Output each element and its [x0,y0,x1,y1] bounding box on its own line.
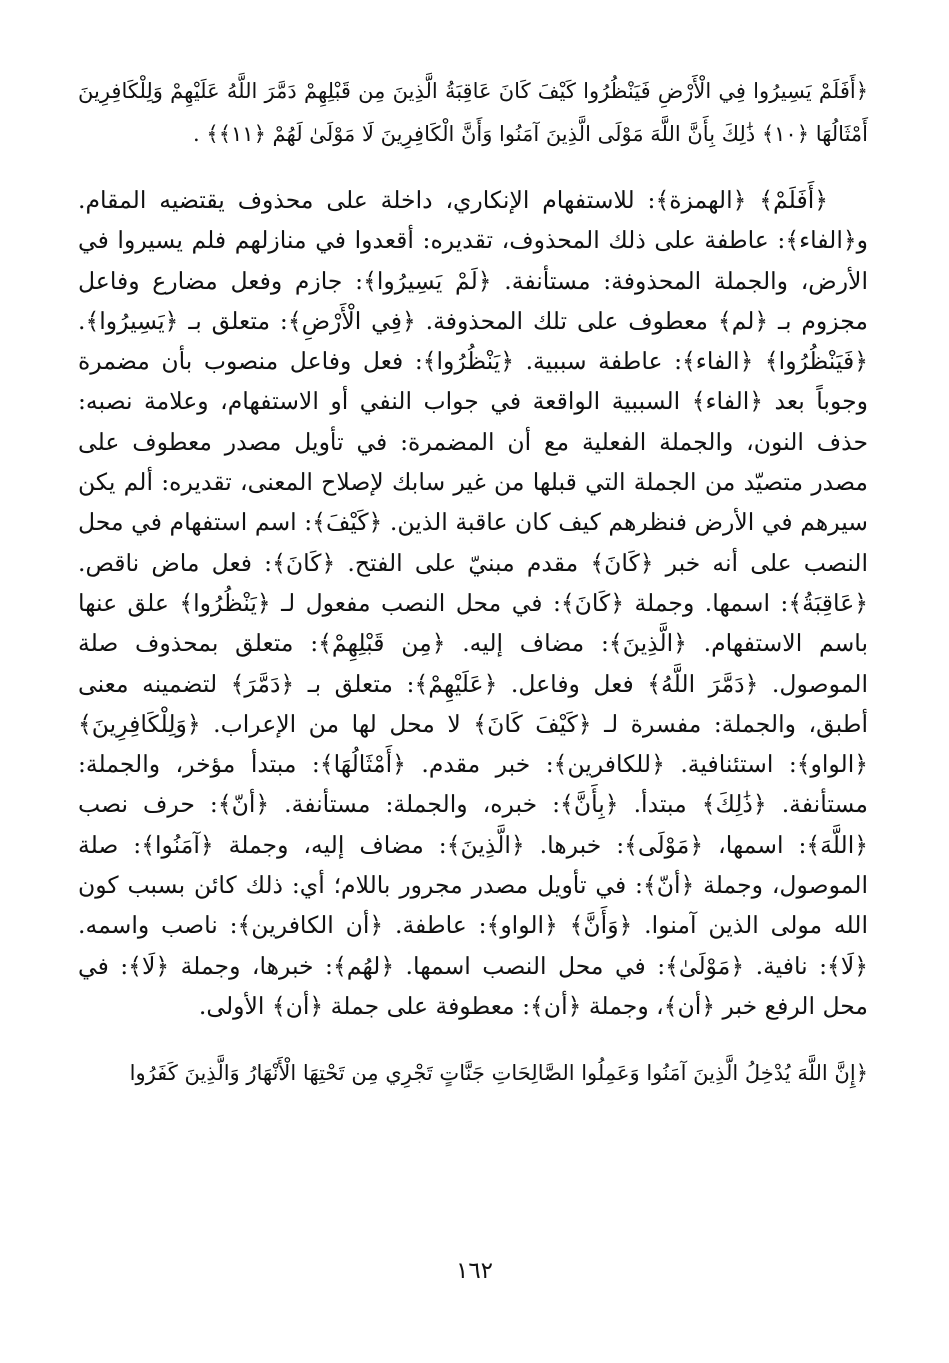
quran-verse-bottom: ﴿إِنَّ اللَّهَ يُدْخِلُ الَّذِينَ آمَنُوا وَعَمِلُوا الصَّالِحَاتِ جَنَّاتٍ تَجْرِي مِن تَحْتِهَا الْأَنْهَارُ وَالَّذِينَ كَفَرُوا [129,1061,868,1086]
grammatical-commentary: ﴿أَفَلَمْ﴾ ﴿الهمزة﴾: للاستفهام الإنكاري، داخلة على محذوف يقتضيه المقام. و﴿الفاء﴾: عاطفة على ذلك المحذوف، تقديره: أقعدوا في منازلهم فلم يسيروا في الأرض، والجملة المحذوفة: مستأنفة. ﴿لَمْ يَسِيرُوا﴾: جازم وفعل مضارع وفاعل مجزوم بـ ﴿لم﴾ معطوف على تلك المحذوفة. ﴿فِي الْأَرْضِ﴾: متعلق بـ ﴿يَسِيرُوا﴾. ﴿فَيَنْظُرُوا﴾ ﴿الفاء﴾: عاطفة سببية. ﴿يَنْظُرُوا﴾: فعل وفاعل منصوب بأن مضمرة وجوباً بعد ﴿الفاء﴾ السببية الواقعة في جواب النفي أو الاستفهام، وعلامة نصبه: حذف النون، والجملة الفعلية مع أن المضمرة: في تأويل مصدر معطوف على مصدر متصيّد من الجملة التي قبلها من غير سابك لإصلاح المعنى، تقديره: ألم يكن سيرهم في الأرض فنظرهم كيف كان عاقبة الذين. ﴿كَيْفَ﴾: اسم استفهام في محل النصب على أنه خبر ﴿كَانَ﴾ مقدم مبنيّ على الفتح. ﴿كَانَ﴾: فعل ماض ناقص. ﴿عَاقِبَةُ﴾: اسمها. وجملة ﴿كَانَ﴾: في محل النصب مفعول لـ ﴿يَنْظُرُوا﴾ علق عنها باسم الاستفهام. ﴿الَّذِينَ﴾: مضاف إليه. ﴿مِن قَبْلِهِمْ﴾: متعلق بمحذوف صلة الموصول. ﴿دَمَّرَ اللَّهُ﴾ فعل وفاعل. ﴿عَلَيْهِمْ﴾: متعلق بـ ﴿دَمَّرَ﴾ لتضمينه معنى أطبق، والجملة: مفسرة لـ ﴿كَيْفَ كَانَ﴾ لا محل لها من الإعراب. ﴿وَلِلْكَافِرِينَ﴾ ﴿الواو﴾: استئنافية. ﴿للكافرين﴾: خبر مقدم. ﴿أَمْثَالُهَا﴾: مبتدأ مؤخر، والجملة: مستأنفة. ﴿ذَٰلِكَ﴾ مبتدأ. ﴿بِأَنَّ﴾: خبره، والجملة: مستأنفة. ﴿أنّ﴾: حرف نصب ﴿اللَّهَ﴾: اسمها، ﴿مَوْلَى﴾: خبرها. ﴿الَّذِينَ﴾: مضاف إليه، وجملة ﴿آمَنُوا﴾: صلة الموصول، وجملة ﴿أنّ﴾: في تأويل مصدر مجرور باللام؛ أي: ذلك كائن بسبب كون الله مولى الذين آمنوا. ﴿وَأَنَّ﴾ ﴿الواو﴾: عاطفة. ﴿أن الكافرين﴾: ناصب واسمه. ﴿لَا﴾: نافية. ﴿مَوْلَىٰ﴾: في محل النصب اسمها. ﴿لهُم﴾: خبرها، وجملة ﴿لَا﴾: في محل الرفع خبر ﴿أن﴾، وجملة ﴿أن﴾: معطوفة على جملة ﴿أن﴾ الأولى. [78,186,868,1020]
page-body [78,70,868,1095]
quran-verse-top: ﴿أَفَلَمْ يَسِيرُوا فِي الْأَرْضِ فَيَنْظُرُوا كَيْفَ كَانَ عَاقِبَةُ الَّذِينَ مِن قَبْلِهِمْ دَمَّرَ اللَّهُ عَلَيْهِمْ وَلِلْكَافِرِينَ أَمْثَالُهَا ﴿١٠﴾ ذَٰلِكَ بِأَنَّ اللَّهَ مَوْلَى الَّذِينَ آمَنُوا وَأَنَّ الْكَافِرِينَ لَا مَوْلَىٰ لَهُمْ ﴿١١﴾﴾ . [78,79,868,146]
page-number: ١٦٢ [455,1258,494,1284]
